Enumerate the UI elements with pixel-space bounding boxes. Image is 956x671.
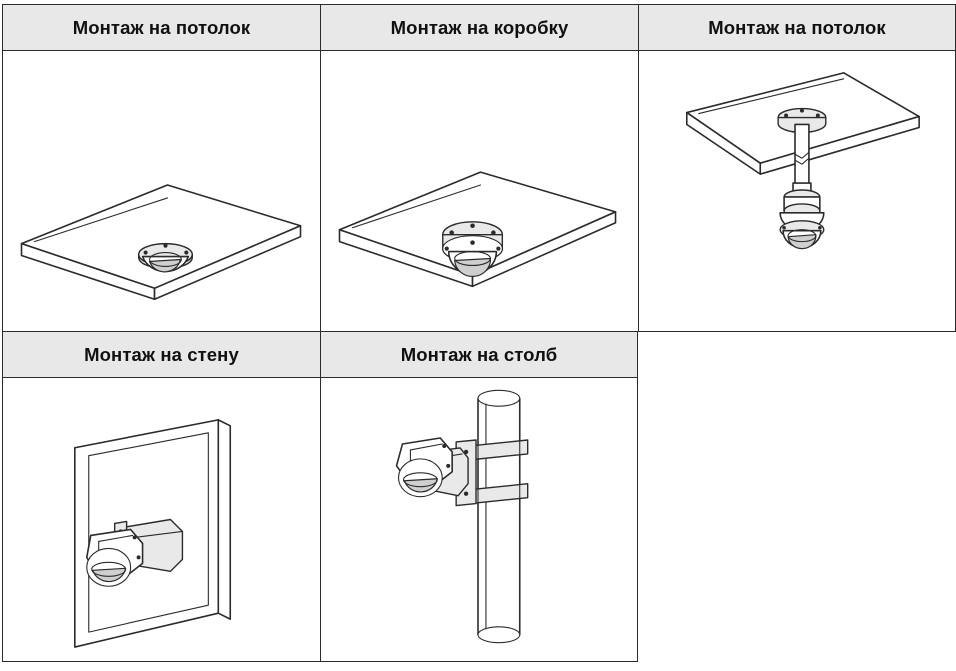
cell-caption: Монтаж на стену (3, 332, 320, 378)
camera-dome-wall-icon (3, 378, 320, 661)
camera-dome-pole-icon (321, 378, 637, 661)
cell-caption: Монтаж на столб (321, 332, 637, 378)
camera-dome-ceiling-icon (3, 51, 320, 331)
cell-ceiling-mount-pendant (638, 4, 956, 332)
camera-dome-pendant-icon (639, 51, 955, 331)
cell-caption: Монтаж на потолок (639, 5, 955, 51)
cell-wall-mount (2, 332, 320, 662)
mounting-options-grid (2, 4, 956, 662)
cell-junction-box-mount (320, 4, 638, 332)
cell-ceiling-mount-flush (2, 4, 320, 332)
cell-caption: Монтаж на потолок (3, 5, 320, 51)
cell-blank (638, 332, 956, 662)
figure-sheet (0, 4, 956, 671)
cell-caption: Монтаж на коробку (321, 5, 638, 51)
camera-dome-junction-box-icon (321, 51, 638, 331)
cell-pole-mount (320, 332, 638, 662)
